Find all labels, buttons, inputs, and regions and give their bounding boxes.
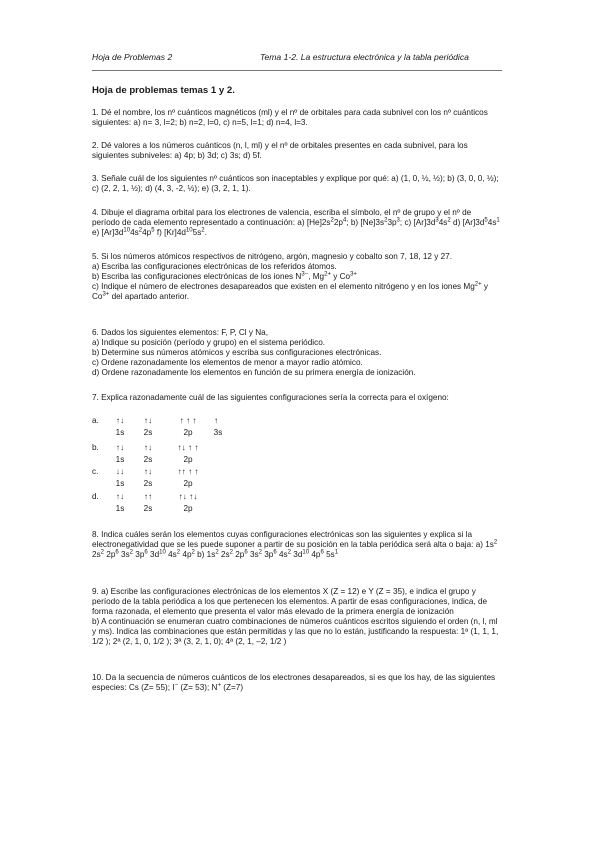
orbital-row-label: d. xyxy=(92,492,99,501)
question-6-d: d) Ordene razonadamente los elementos en función de su primera energía de ionización. xyxy=(92,368,416,377)
orbital-box: ↑ ↑ ↑ xyxy=(179,416,197,425)
orbital-row-c xyxy=(92,467,292,487)
question-6-intro: 6. Dados los siguientes elementos: F, P, Cl y Na, xyxy=(92,328,268,337)
orbital-row-d xyxy=(92,492,292,512)
question-6-a: a) Indique su posición (período y grupo) en el sistema periódico. xyxy=(92,338,326,347)
question-10 xyxy=(92,673,500,693)
orbital-sub: 2p xyxy=(183,428,193,437)
orbital-row-label: b. xyxy=(92,443,99,452)
question-9-b: b) A continuación se enumeran cuatro combinaciones de números cuánticos escritos siguiendo el orden (n, l, ml y ms). Indica las combinaciones que están permitidas y las que no lo están, justificando la respuesta: 1ª (1, 1, 1, 1/2 ); 2ª (2, 1, 0, 1/2 ); 3ª (3, 2, 1, 0); 4ª (2, 1, –2, 1/2 ) xyxy=(92,617,499,646)
question-5-c: c) Indique el número de electrones desapareados que existen en el elemento nitrógeno y en los iones $Mg^{2+}$ y $Co^{3+}$ del apartado anterior. xyxy=(92,281,489,301)
orbital-sub: 2s xyxy=(143,455,153,464)
question-1-text: 1. Dé el nombre, los nº cuánticos magnéticos (ml) y el nº de orbitales para cada subnivel con los nº cuánticos siguientes: a) n= 3, l=2; b) n=2, l=0, c) n=5, l=1; d) n=4, l=3. xyxy=(92,108,488,127)
question-8-text: 8. Indica cuáles serán los elementos cuyas configuraciones electrónicas son las siguientes y explica si la electronegatividad que se les puede suponer a partir de su posición en la tabla periódica será alta o baja: a) $1s^2$ $2s^2$ $2p^6$ $3s^2$ $3p^6$ $3d^{10}$ $4s^2$ $4p^2$ b) $1s^2$ $2s^2$ $2p^6$ $3s^2$ $3p^6$ $4s^2$ $3d^{10}$ $4p^6$ $5s^1$ xyxy=(92,530,498,559)
orbital-row-b xyxy=(92,443,292,463)
question-5-a: a) Escriba las configuraciones electrónicas de los referidos átomos. xyxy=(92,262,337,271)
header-left: Hoja de Problemas 2 xyxy=(92,52,173,62)
question-6-c: c) Ordene razonadamente los elementos de menor a mayor radio atómico. xyxy=(92,358,363,367)
question-3-text: 3. Señale cuál de los siguientes nº cuánticos son inaceptables y explique por qué: a) (1, 0, ½, ½); b) (3, 0, 0, ½); c) (2, 2, 1, ½); d) (4, 3, -2, ½); e) (3, 2, 1, 1). xyxy=(92,174,499,193)
question-4-text: 4. Dibuje el diagrama orbital para los electrones de valencia, escriba el símbolo, el nº de grupo y el nº de período de cada elemento representado a continuación: a) $[He]2s^22p^4$; b) $[Ne]3s^23p^3$; c) $[Ar]3d^34s^2$ d) $[Ar]3d^54s^1$ e) $[Ar]3d^{10}4s^24p^5$ f) $[Kr]4d^{10}5s^2$. xyxy=(92,208,500,237)
orbital-sub: 2s xyxy=(143,428,153,437)
question-9 xyxy=(92,587,500,647)
orbital-box: ↑↓ xyxy=(143,416,153,425)
question-2 xyxy=(92,141,500,161)
question-7-intro: 7. Explica razonadamente cuál de las siguientes configuraciones sería la correcta para el oxígeno: xyxy=(92,393,449,402)
question-2-text: 2. Dé valores a los números cuánticos (n, l, ml) y el nº de orbitales presentes en cada subnivel, para los siguientes subniveles: a) 4p; b) 3d; c) 3s; d) 5f. xyxy=(92,141,468,160)
orbital-sub: 3s xyxy=(213,428,223,437)
orbital-box: ↑↑ xyxy=(143,492,153,501)
question-4 xyxy=(92,208,500,238)
orbital-sub: 2p xyxy=(183,455,193,464)
question-5-intro: 5. Si los números atómicos respectivos de nitrógeno, argón, magnesio y cobalto son 7, 18, 12 y 27. xyxy=(92,252,452,261)
question-9-a: 9. a) Escribe las configuraciones electrónicas de los elementos X (Z = 12) e Y (Z = 35), e indica el grupo y período de la tabla periódica a los que pertenecen los elementos. A partir de esas configuraciones, indica, de forma razonada, el elemento que presenta el valor más elevado de la primera energía de ionización xyxy=(92,587,488,616)
orbital-row-a xyxy=(92,416,292,436)
question-1 xyxy=(92,108,500,128)
orbital-box: ↑↓ xyxy=(115,416,125,425)
orbital-box: ↑↓ xyxy=(115,443,125,452)
orbital-sub: 1s xyxy=(115,455,125,464)
orbital-sub: 2s xyxy=(143,504,153,513)
header-rule xyxy=(92,70,502,71)
orbital-sub: 2p xyxy=(183,479,193,488)
question-10-text: 10. Da la secuencia de números cuánticos de los electrones desapareados, si es que los hay, de las siguientes especies: Cs (Z= 55); I− (Z= 53); N+ (Z=7) xyxy=(92,673,496,692)
question-6-b: b) Determine sus números atómicos y escriba sus configuraciones electrónicas. xyxy=(92,348,382,357)
orbital-box: ↑↓ ↑↓ xyxy=(178,492,198,501)
question-3 xyxy=(92,174,500,194)
orbital-box: ↑↓ ↑ ↑ xyxy=(177,443,199,452)
orbital-sub: 1s xyxy=(115,428,125,437)
question-5-b: b) Escriba las configuraciones electrónicas de los iones $N^{3-}$, $Mg^{2+}$ y $Co^{3+}$ xyxy=(92,271,357,281)
question-5 xyxy=(92,252,500,302)
orbital-box: ↑↓ xyxy=(115,492,125,501)
orbital-box: ↑↓ xyxy=(143,443,153,452)
orbital-box: ↑↓ xyxy=(143,467,153,476)
orbital-sub: 2p xyxy=(183,504,193,513)
orbital-sub: 1s xyxy=(115,479,125,488)
orbital-box: ↑ xyxy=(213,416,219,425)
orbital-box: ↑↑ ↑ ↑ xyxy=(177,467,199,476)
question-8 xyxy=(92,530,500,560)
orbital-row-label: a. xyxy=(92,416,99,425)
orbital-sub: 2s xyxy=(143,479,153,488)
orbital-row-label: c. xyxy=(92,467,99,476)
orbital-box: ↓↓ xyxy=(115,467,125,476)
orbital-sub: 1s xyxy=(115,504,125,513)
page-title: Hoja de problemas temas 1 y 2. xyxy=(92,85,235,96)
header-right: Tema 1-2. La estructura electrónica y la tabla periódica xyxy=(260,52,469,62)
question-6 xyxy=(92,328,500,378)
question-7 xyxy=(92,393,500,403)
